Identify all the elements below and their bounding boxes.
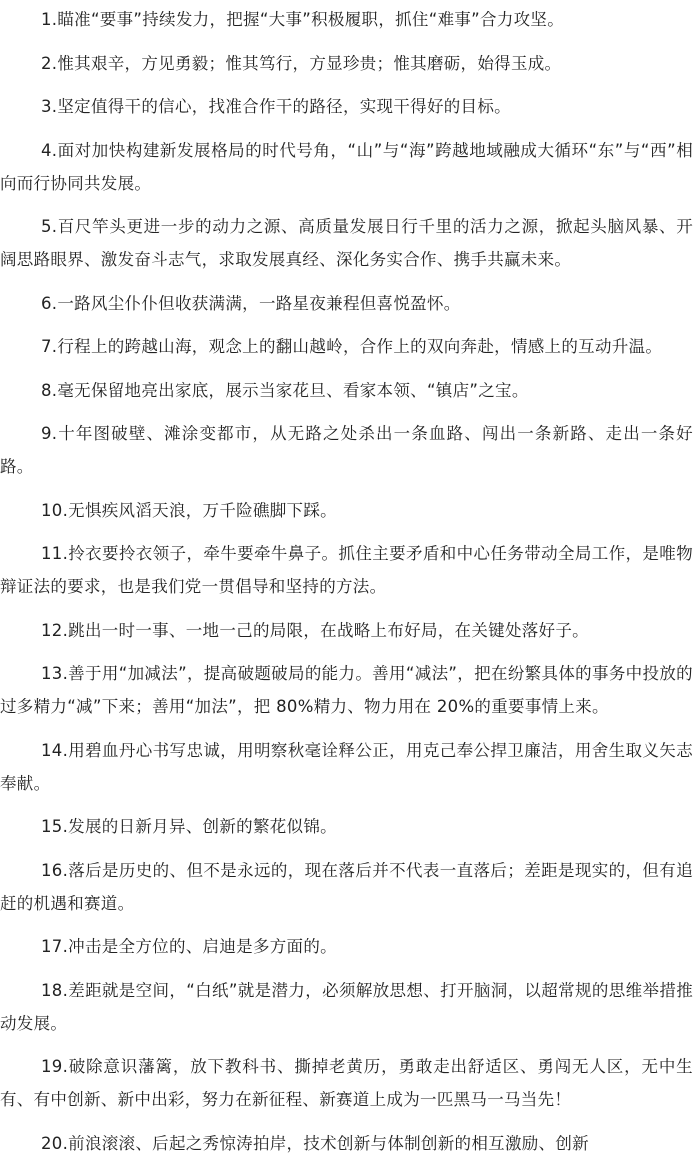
paragraph-16: 16.落后是历史的、但不是永远的，现在落后并不代表一直落后；差距是现实的，但有追赶的机遇和赛道。: [0, 860, 693, 913]
paragraph-8: 8.毫无保留地亮出家底，展示当家花旦、看家本领、“镇店”之宝。: [41, 380, 529, 400]
paragraph-12: 12.跳出一时一事、一地一己的局限，在战略上布好局，在关键处落好子。: [41, 620, 589, 640]
paragraph-10: 10.无惧疾风滔天浪，万千险礁脚下踩。: [41, 500, 337, 520]
paragraph-3: 3.坚定值得干的信心，找准合作干的路径，实现干得好的目标。: [41, 97, 511, 116]
paragraph-14: 14.用碧血丹心书写忠诚，用明察秋毫诠释公正，用克己奉公捍卫廉洁，用舍生取义矢志奉献。: [0, 740, 693, 793]
paragraph-18: 18.差距就是空间，“白纸”就是潜力，必须解放思想、打开脑洞，以超常规的思维举措推动发展。: [0, 980, 693, 1033]
paragraph-6: 6.一路风尘仆仆但收获满满，一路星夜兼程但喜悦盈怀。: [41, 293, 461, 313]
paragraph-15: 15.发展的日新月异、创新的繁花似锦。: [41, 817, 337, 836]
paragraph-11: 11.拎衣要拎衣领子，牵牛要牵牛鼻子。抓住主要矛盾和中心任务带动全局工作，是唯物辩证法的要求，也是我们党一贯倡导和坚持的方法。: [0, 544, 693, 596]
paragraph-19: 19.破除意识藩篱，放下教科书、撕掉老黄历，勇敢走出舒适区、勇闯无人区，无中生有、有中创新、新中出彩，努力在新征程、新赛道上成为一匹黑马一马当先！: [0, 1057, 693, 1109]
paragraph-5: 5.百尺竿头更进一步的动力之源、高质量发展日行千里的活力之源，掀起头脑风暴、开阔思路眼界、激发奋斗志气，求取发展真经、深化务实合作、携手共赢未来。: [0, 217, 693, 269]
paragraph-7: 7.行程上的跨越山海，观念上的翻山越岭，合作上的双向奔赴，情感上的互动升温。: [41, 337, 663, 356]
paragraph-17: 17.冲击是全方位的、启迪是多方面的。: [41, 937, 337, 956]
paragraph-9: 9.十年图破壁、滩涂变都市，从无路之处杀出一条血路、闯出一条新路、走出一条好路。: [0, 424, 693, 476]
paragraph-4: 4.面对加快构建新发展格局的时代号角，“山”与“海”跨越地域融成大循环“东”与“西”相向而行协同共发展。: [0, 140, 693, 193]
paragraph-2: 2.惟其艰辛，方见勇毅；惟其笃行，方显珍贵；惟其磨砺，始得玉成。: [41, 53, 562, 73]
paragraph-13: 13.善于用“加减法”，提高破题破局的能力。善用“减法”，把在纷繁具体的事务中投放的过多精力“减”下来；善用“加法”，把 80%精力、物力用在 20%的重要事情上来。: [0, 664, 693, 716]
paragraph-1: 1.瞄准“要事”持续发力，把握“大事”积极履职，抓住“难事”合力攻坚。: [41, 10, 565, 29]
paragraph-20: 20.前浪滚滚、后起之秀惊涛拍岸，技术创新与体制创新的相互激励、创新: [41, 1133, 589, 1153]
